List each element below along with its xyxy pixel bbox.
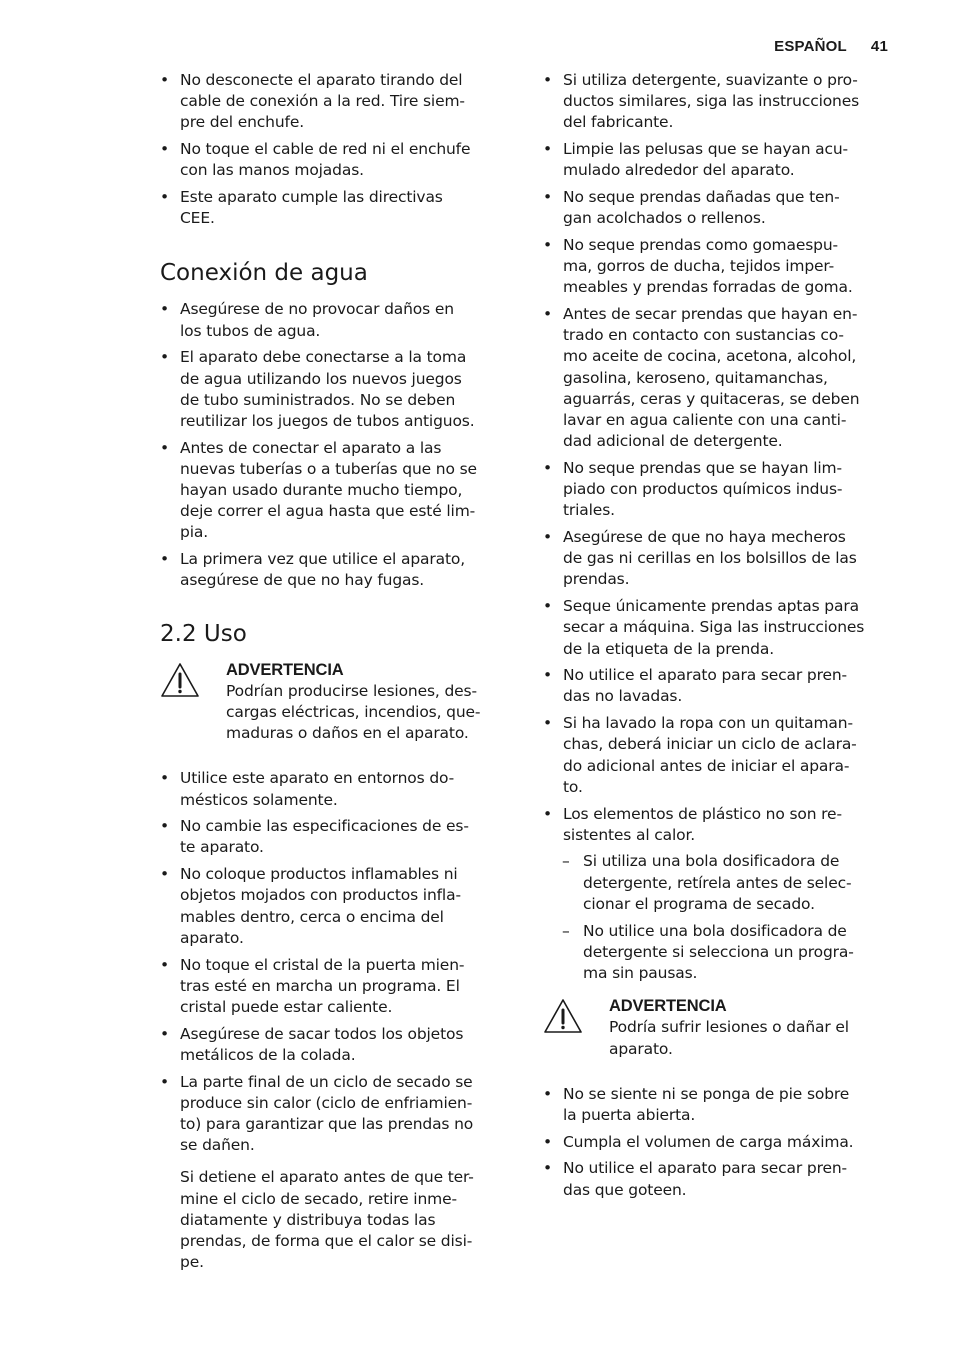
text-line: con las manos mojadas. bbox=[180, 161, 364, 180]
list-item bbox=[543, 304, 901, 452]
text-line: pe. bbox=[180, 1253, 204, 1272]
text-line: dad adicional de detergente. bbox=[563, 432, 783, 451]
text-line: chas, deberá iniciar un ciclo de aclara- bbox=[563, 735, 857, 754]
section-title-use: 2.2 Uso bbox=[160, 620, 247, 647]
intro-list bbox=[160, 70, 515, 229]
list-item bbox=[543, 187, 901, 229]
text-line: to) para garantizar que las prendas no bbox=[180, 1114, 474, 1133]
list-item bbox=[160, 70, 515, 134]
text-line: • Antes de conectar el aparato a las bbox=[180, 438, 442, 457]
text-line: la puerta abierta. bbox=[563, 1105, 696, 1124]
text-line: deje correr el agua hasta que esté lim- bbox=[180, 502, 476, 521]
text-line: de gas ni cerillas en los bolsillos de las bbox=[563, 549, 857, 568]
text-line: mésticos solamente. bbox=[180, 790, 338, 809]
header-language: ESPAÑOL bbox=[774, 38, 847, 55]
page-header bbox=[774, 38, 888, 55]
plastic-sublist bbox=[543, 851, 901, 984]
text-line: gasolina, keroseno, quitamanchas, bbox=[563, 368, 828, 387]
text-line: asegúrese de que no hay fugas. bbox=[180, 571, 425, 590]
text-line: los tubos de agua. bbox=[180, 321, 321, 340]
page-number: 41 bbox=[870, 38, 888, 55]
text-line: ductos similares, siga las instrucciones bbox=[563, 92, 860, 111]
list-item bbox=[160, 139, 515, 181]
list-item bbox=[160, 816, 515, 858]
list-item bbox=[543, 665, 901, 707]
water-connection-list bbox=[160, 299, 515, 591]
text-line: te aparato. bbox=[180, 838, 264, 857]
text-line: lavar en agua caliente con una canti- bbox=[563, 411, 847, 430]
list-item bbox=[160, 1072, 515, 1157]
text-line: do adicional antes de iniciar el apara- bbox=[563, 756, 850, 775]
text-line: das que goteen. bbox=[563, 1180, 687, 1199]
list-item bbox=[543, 1158, 901, 1200]
text-line: • Asegúrese de sacar todos los objetos bbox=[180, 1024, 464, 1043]
warning-title: ADVERTENCIA bbox=[226, 660, 344, 679]
text-line: del fabricante. bbox=[563, 113, 674, 132]
text-line: cable de conexión a la red. Tire siem- bbox=[180, 92, 465, 111]
warning-triangle-icon bbox=[543, 998, 583, 1034]
warning-text bbox=[226, 681, 515, 745]
text-line: prendas, de forma que el calor se disi- bbox=[180, 1231, 473, 1250]
text-line: • El aparato debe conectarse a la toma bbox=[180, 348, 467, 367]
text-line: trado en contacto con sustancias co- bbox=[563, 326, 844, 345]
text-line: metálicos de la colada. bbox=[180, 1045, 356, 1064]
text-line: • La parte final de un ciclo de secado se bbox=[180, 1072, 473, 1091]
text-line: • No utilice el aparato para secar pren- bbox=[563, 1159, 847, 1178]
list-item bbox=[543, 70, 901, 134]
right-column bbox=[543, 70, 901, 1206]
text-line: de agua utilizando los nuevos juegos bbox=[180, 369, 462, 388]
text-line: das no lavadas. bbox=[563, 687, 683, 706]
list-item bbox=[543, 139, 901, 181]
text-line: hayan usado durante mucho tiempo, bbox=[180, 481, 463, 500]
list-item bbox=[543, 1132, 901, 1153]
text-line: Podrían producirse lesiones, des- bbox=[226, 681, 477, 700]
right-list bbox=[543, 70, 901, 846]
text-line: • No seque prendas como gomaespu- bbox=[563, 235, 838, 254]
text-line: pre del enchufe. bbox=[180, 113, 304, 132]
text-line: tras esté en marcha un programa. El bbox=[180, 976, 460, 995]
text-line: piado con productos químicos indus- bbox=[563, 480, 843, 499]
text-line: pia. bbox=[180, 523, 208, 542]
text-line: • No toque el cable de red ni el enchufe bbox=[180, 140, 471, 159]
text-line: objetos mojados con productos infla- bbox=[180, 886, 461, 905]
list-item bbox=[160, 864, 515, 949]
text-line: mine el ciclo de secado, retire inme- bbox=[180, 1189, 457, 1208]
text-line: • Si utiliza detergente, suavizante o pro- bbox=[563, 71, 858, 89]
text-line: • No utilice el aparato para secar pren- bbox=[563, 666, 847, 685]
text-line: – No utilice una bola dosificadora de bbox=[583, 921, 847, 940]
text-line: detergente, retírela antes de selec- bbox=[583, 873, 852, 892]
list-item bbox=[543, 921, 901, 985]
list-item bbox=[543, 713, 901, 798]
text-line: • La primera vez que utilice el aparato, bbox=[180, 550, 465, 569]
text-line: • No se siente ni se ponga de pie sobre bbox=[563, 1084, 850, 1103]
text-line: – Si utiliza una bola dosificadora de bbox=[583, 852, 840, 871]
text-line: • Los elementos de plástico no son re- bbox=[563, 804, 842, 823]
text-line: • No desconecte el aparato tirando del bbox=[180, 71, 463, 89]
text-line: produce sin calor (ciclo de enfriamien- bbox=[180, 1093, 473, 1112]
text-line: mables dentro, cerca o encima del bbox=[180, 907, 444, 926]
text-line: sistentes al calor. bbox=[563, 825, 696, 844]
text-line: gan acolchados o rellenos. bbox=[563, 209, 766, 228]
text-line: • Seque únicamente prendas aptas para bbox=[563, 597, 859, 616]
text-line: mulado alrededor del aparato. bbox=[563, 161, 795, 180]
warning-title: ADVERTENCIA bbox=[609, 997, 727, 1016]
text-line: de la etiqueta de la prenda. bbox=[563, 639, 774, 658]
text-line: CEE. bbox=[180, 209, 215, 228]
text-line: maduras o daños en el aparato. bbox=[226, 724, 469, 743]
text-line: mo aceite de cocina, acetona, alcohol, bbox=[563, 347, 857, 366]
text-line: diatamente y distribuya todas las bbox=[180, 1210, 436, 1229]
text-line: aparato. bbox=[180, 928, 244, 947]
use-list bbox=[160, 768, 515, 1156]
text-line: meables y prendas forradas de goma. bbox=[563, 278, 853, 297]
text-line: secar a máquina. Siga las instrucciones bbox=[563, 618, 865, 637]
list-item bbox=[543, 235, 901, 299]
text-line: aparato. bbox=[609, 1039, 673, 1058]
text-line: reutilizar los juegos de tubos antiguos. bbox=[180, 411, 475, 430]
text-line: ma, gorros de ducha, tejidos imper- bbox=[563, 257, 835, 276]
list-item bbox=[543, 851, 901, 915]
text-line: se dañen. bbox=[180, 1136, 255, 1155]
text-line: aguarrás, ceras y quitaceras, se deben bbox=[563, 389, 860, 408]
list-item bbox=[160, 438, 515, 544]
list-item bbox=[543, 596, 901, 660]
warning-block bbox=[160, 660, 515, 745]
list-item bbox=[543, 458, 901, 522]
list-item bbox=[543, 1084, 901, 1126]
list-item bbox=[160, 299, 515, 341]
final-list bbox=[543, 1084, 901, 1201]
list-item bbox=[543, 527, 901, 591]
list-item bbox=[160, 549, 515, 591]
text-line: • Asegúrese de no provocar daños en bbox=[180, 300, 454, 319]
text-line: • Utilice este aparato en entornos do- bbox=[180, 769, 455, 788]
text-line: cionar el programa de secado. bbox=[583, 894, 815, 913]
text-line: • No seque prendas que se hayan lim- bbox=[563, 458, 842, 477]
text-line: • No cambie las especificaciones de es- bbox=[180, 817, 469, 836]
text-line: triales. bbox=[563, 501, 615, 520]
text-line: to. bbox=[563, 777, 583, 796]
warning-text bbox=[609, 1017, 901, 1059]
list-item bbox=[160, 768, 515, 810]
text-line: • Este aparato cumple las directivas bbox=[180, 188, 443, 207]
text-line: • Antes de secar prendas que hayan en- bbox=[563, 305, 858, 324]
text-line: de tubo suministrados. No se deben bbox=[180, 390, 456, 409]
text-line: ma sin pausas. bbox=[583, 963, 698, 982]
warning-triangle-icon bbox=[160, 662, 200, 698]
text-line: • Cumpla el volumen de carga máxima. bbox=[563, 1132, 854, 1151]
list-item bbox=[543, 804, 901, 846]
text-line: • Si ha lavado la ropa con un quitaman- bbox=[563, 714, 853, 733]
list-item bbox=[160, 1024, 515, 1066]
text-line: Podría sufrir lesiones o dañar el bbox=[609, 1018, 849, 1037]
list-item bbox=[160, 347, 515, 432]
text-line: cargas eléctricas, incendios, que- bbox=[226, 702, 481, 721]
left-column bbox=[160, 70, 515, 1273]
text-line: • No seque prendas dañadas que ten- bbox=[563, 188, 840, 207]
text-line: cristal puede estar caliente. bbox=[180, 997, 393, 1016]
text-line: nuevas tuberías o a tuberías que no se bbox=[180, 459, 477, 478]
warning-block-2 bbox=[543, 996, 901, 1060]
text-line: detergente si selecciona un progra- bbox=[583, 942, 854, 961]
text-line: Si detiene el aparato antes de que ter- bbox=[180, 1168, 474, 1187]
text-line: • No coloque productos inflamables ni bbox=[180, 865, 458, 884]
use-paragraph bbox=[160, 1167, 515, 1273]
text-line: • Limpie las pelusas que se hayan acu- bbox=[563, 140, 848, 159]
section-title-water-connection: Conexión de agua bbox=[160, 260, 368, 287]
list-item bbox=[160, 955, 515, 1019]
text-line: • Asegúrese de que no haya mecheros bbox=[563, 528, 846, 547]
text-line: • No toque el cristal de la puerta mien- bbox=[180, 955, 465, 974]
list-item bbox=[160, 187, 515, 229]
text-line: prendas. bbox=[563, 570, 630, 589]
